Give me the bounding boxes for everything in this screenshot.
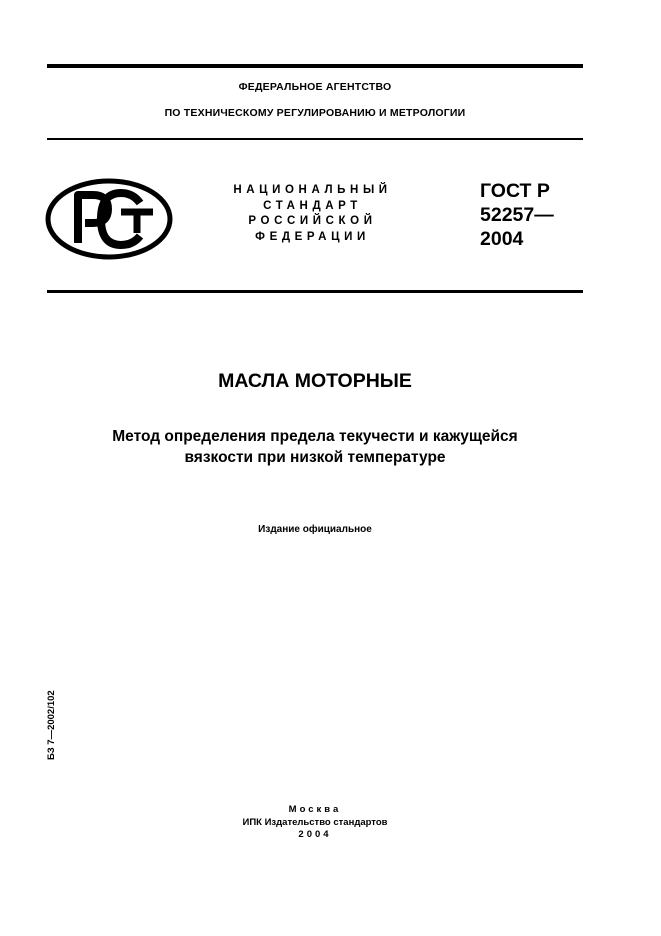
imprint-year: 2004 <box>298 829 332 840</box>
gost-line-1: ГОСТ Р <box>480 180 550 202</box>
rst-gost-mark-icon <box>45 178 173 260</box>
document-title: МАСЛА МОТОРНЫЕ <box>218 370 412 392</box>
national-standard-label <box>205 183 420 245</box>
agency-line-2: ПО ТЕХНИЧЕСКОМУ РЕГУЛИРОВАНИЮ И МЕТРОЛОГИИ <box>164 107 466 119</box>
catalog-side-code: БЗ 7—2002/102 <box>46 690 57 760</box>
top-rule <box>47 64 583 68</box>
imprint <box>165 804 465 842</box>
gost-line-3: 2004 <box>480 228 524 250</box>
edition-label: Издание официальное <box>258 524 372 535</box>
header-rule <box>47 138 583 140</box>
standard-line-2: СТАНДАРТ <box>263 199 362 212</box>
document-subtitle <box>47 426 583 468</box>
gost-designation <box>480 179 554 251</box>
standard-line-1: НАЦИОНАЛЬНЫЙ <box>233 184 392 196</box>
imprint-publisher: ИПК Издательство стандартов <box>242 816 388 828</box>
standard-line-3: РОССИЙСКОЙ <box>248 215 377 227</box>
agency-line-1: ФЕДЕРАЛЬНОЕ АГЕНТСТВО <box>238 81 392 93</box>
imprint-city: Москва <box>288 804 342 815</box>
standard-line-4: ФЕДЕРАЦИИ <box>255 230 370 243</box>
subtitle-line-2: вязкости при низкой температуре <box>184 449 446 466</box>
gost-line-2: 52257— <box>480 204 554 226</box>
section-rule <box>47 290 583 293</box>
subtitle-line-1: Метод определения предела текучести и кажущейся <box>112 428 518 445</box>
